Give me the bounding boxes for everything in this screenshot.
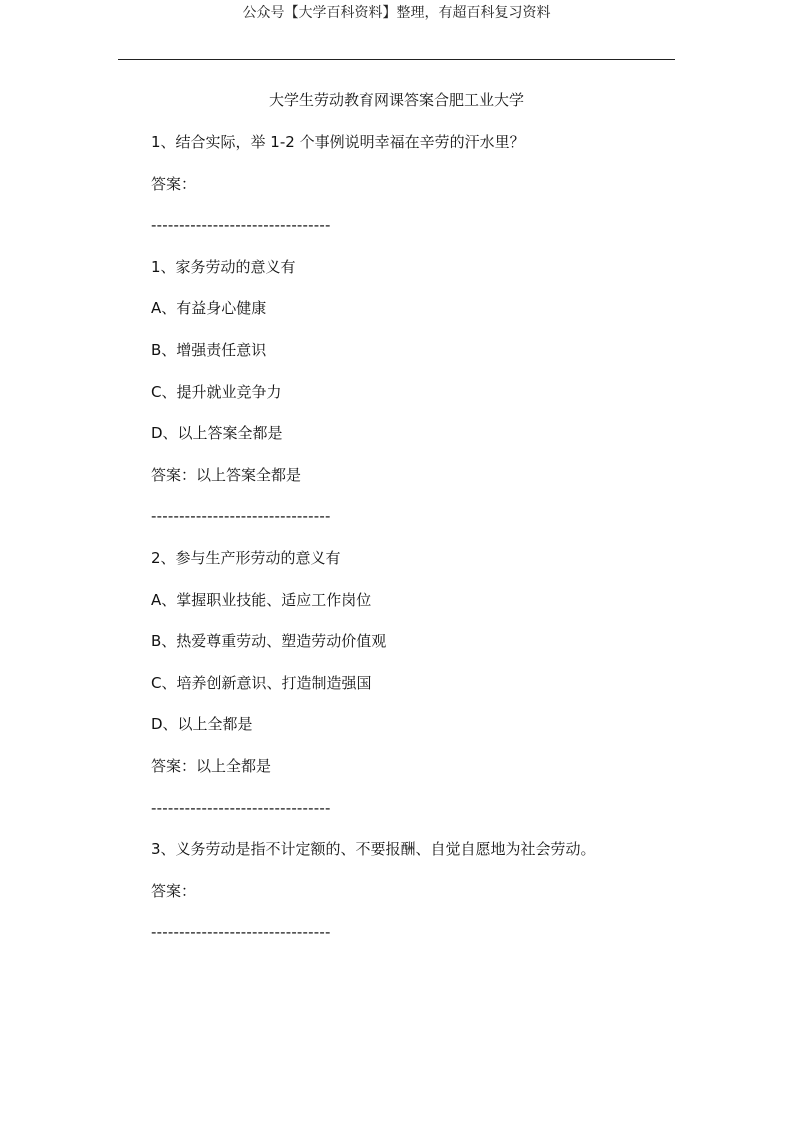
answer-productive-labor: 答案：以上全都是: [151, 756, 272, 775]
option-b: B、热爱尊重劳动、塑造劳动价值观: [151, 632, 387, 651]
header-rule: [118, 59, 675, 60]
option-c: C、培养创新意识、打造制造强国: [151, 673, 372, 692]
option-b: B、增强责任意识: [151, 340, 267, 359]
question-voluntary-labor: 3、义务劳动是指不计定额的、不要报酬、自觉自愿地为社会劳动。: [151, 840, 596, 859]
option-a: A、掌握职业技能、适应工作岗位: [151, 590, 372, 609]
answer-household-labor: 答案：以上答案全都是: [151, 465, 302, 484]
option-d: D、以上全都是: [151, 715, 253, 734]
question-household-labor: 1、家务劳动的意义有: [151, 257, 296, 276]
separator-line: --------------------------------: [151, 507, 331, 526]
option-d: D、以上答案全都是: [151, 424, 283, 443]
separator-line: --------------------------------: [151, 798, 331, 817]
separator-line: --------------------------------: [151, 216, 331, 235]
question-1-prompt: 1、结合实际，举 1-2 个事例说明幸福在辛劳的汗水里？: [151, 133, 525, 151]
question-productive-labor: 2、参与生产形劳动的意义有: [151, 548, 341, 567]
page-header-text: 公众号【大学百科资料】整理，有超百科复习资料: [242, 5, 551, 21]
document-title: 大学生劳动教育网课答案合肥工业大学: [268, 91, 524, 109]
option-a: A、有益身心健康: [151, 299, 267, 318]
answer-voluntary-labor-label: 答案：: [151, 881, 197, 900]
separator-line: --------------------------------: [151, 923, 331, 942]
answer-1-label: 答案：: [151, 174, 197, 193]
option-c: C、提升就业竞争力: [151, 382, 282, 401]
document-body: [151, 132, 671, 964]
